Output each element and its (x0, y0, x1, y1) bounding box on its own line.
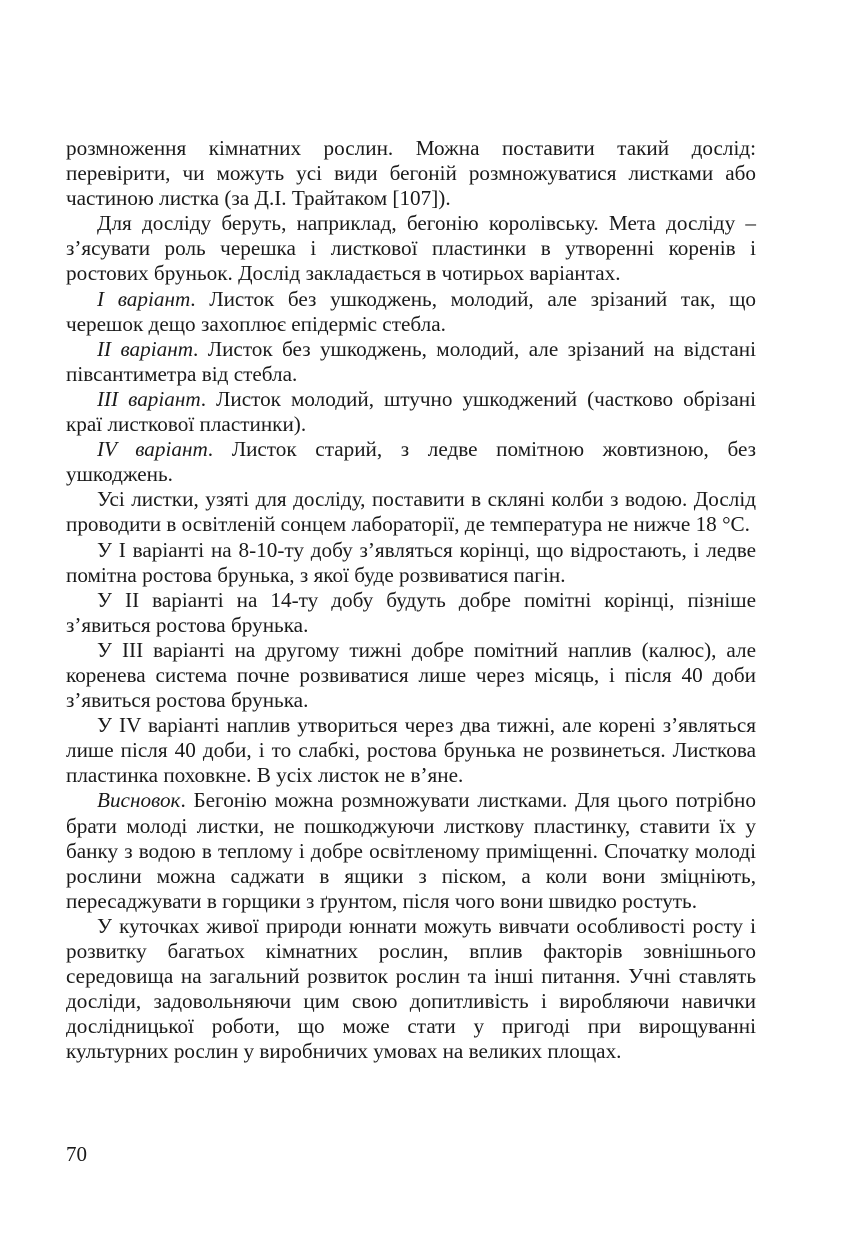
paragraph-text: Для досліду беруть, наприклад, бегонію королівську. Мета досліду – з’ясувати роль черешка і листкової пластинки в утворенні коренів і ростових бруньок. Дослід закладається в чотирьох варіантах. (66, 211, 756, 286)
paragraph-result-4 (66, 713, 756, 788)
paragraph-variant-4 (66, 437, 756, 487)
paragraph-variant-1 (66, 287, 756, 337)
paragraph-text: . Листок без ушкоджень, молодий, але зрізаний так, що черешок дещо захоплює епідерміс стебла. (66, 286, 757, 336)
paragraph-setup (66, 487, 756, 537)
paragraph-variant-2 (66, 337, 756, 387)
paragraph-continuation (66, 136, 756, 211)
paragraph-text: У ІІІ варіанті на другому тижні добре помітний наплив (калюс), але коренева система почне розвиватися лише через місяць, і після 40 доби з’явиться ростова брунька. (66, 637, 756, 713)
page-number: 70 (66, 1142, 87, 1166)
variant-label: I варіант (97, 286, 191, 311)
variant-label: III варіант (97, 386, 201, 411)
variant-label: II варіант (97, 336, 194, 361)
paragraph-text: У куточках живої природи юннати можуть вивчати особливості росту і розвитку багатьох кімнатних рослин, вплив факторів зовнішнього середовища на загальний розвиток рослин та інші питання. Учні ставлять досліди, задовольняючи цим свою допитливість і виробляючи навички дослідницької роботи, що може стати у пригоді при вирощуванні культурних рослин у виробничих умовах на великих площах. (66, 913, 756, 1064)
variant-label: IV варіант (97, 437, 208, 462)
paragraph-text: . Листок старий, з ледве помітною жовтизною, без ушкоджень. (66, 437, 756, 487)
paragraph-conclusion (66, 788, 756, 913)
paragraph-text: У ІІ варіанті на 14-ту добу будуть добре помітні корінці, пізніше з’явиться ростова брунька. (66, 587, 756, 637)
paragraph-text: У IV варіанті наплив утвориться через два тижні, але корені з’являться лише після 40 доби, і то слабкі, ростова брунька не розвинеться. Листкова пластинка поховкне. В усіх листок не в’яне. (66, 713, 756, 788)
paragraph-text: розмноження кімнатних рослин. Можна поставити такий дослід: перевірити, чи можуть усі види бегоній розмножуватися листками або частиною листка (за Д.І. Трайтаком [107]). (66, 136, 756, 211)
paragraph-result-1 (66, 538, 756, 588)
paragraph-experiment-intro (66, 211, 756, 286)
paragraph-closing (66, 914, 756, 1065)
page-body (66, 136, 756, 1064)
paragraph-text: Усі листки, узяті для досліду, поставити в скляні колби з водою. Дослід проводити в освітленій сонцем лабораторії, де температура не нижче 18 °С. (66, 487, 756, 537)
paragraph-variant-3 (66, 387, 756, 437)
paragraph-text: . Листок молодий, штучно ушкоджений (частково обрізані краї листкової пластинки). (66, 386, 756, 437)
paragraph-text: У І варіанті на 8-10-ту добу з’являться корінці, що відростають, і ледве помітна ростова брунька, з якої буде розвиватися пагін. (66, 537, 756, 587)
conclusion-label: Висновок (97, 788, 181, 813)
paragraph-result-3 (66, 638, 756, 713)
paragraph-result-2 (66, 588, 756, 638)
paragraph-text: . Листок без ушкоджень, молодий, але зрізаний на відстані півсантиметра від стебла. (66, 336, 756, 386)
paragraph-text: . Бегонію можна розмножувати листками. Для цього потрібно брати молоді листки, не пошкоджуючи листкову пластинку, ставити їх у банку з водою в теплому і добре освітленому приміщенні. Спочатку молоді рослини можна саджати в ящики з піском, а коли вони зміцніють, пересаджувати в горщики з ґрунтом, після чого вони швидко ростуть. (66, 788, 756, 913)
